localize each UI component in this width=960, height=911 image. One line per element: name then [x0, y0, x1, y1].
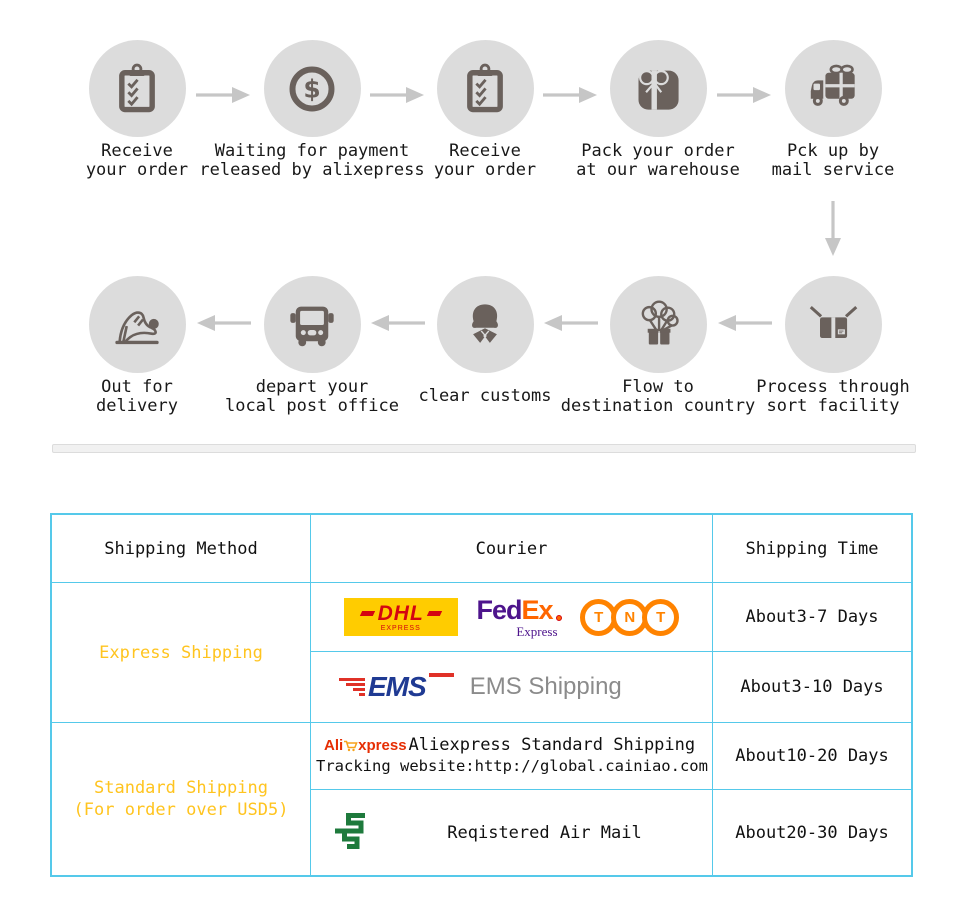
- ems-stripe-right: [429, 673, 454, 677]
- step-label-line: delivery: [96, 396, 178, 416]
- step-label-line: at our warehouse: [576, 160, 740, 180]
- express-shipping-label: Express Shipping: [52, 583, 311, 723]
- open-box-icon: [785, 276, 882, 373]
- arrow-right-icon: [542, 84, 599, 106]
- clipboard-icon: [89, 40, 186, 137]
- customs-officer-icon: [437, 276, 534, 373]
- tnt-logo: T N T: [580, 599, 679, 636]
- arrow-down-icon: [822, 200, 844, 258]
- step-label-line: Pck up by: [786, 141, 880, 161]
- gift-box-icon: [610, 40, 707, 137]
- arrow-right-icon: [369, 84, 426, 106]
- ems-shipping-text: EMS Shipping: [469, 673, 622, 700]
- airmail-courier-cell: [311, 790, 713, 875]
- step-label-line: sort facility: [766, 396, 900, 416]
- aliexpress-logo: Ali xpress: [324, 737, 407, 754]
- step-label-line: Pack your order: [581, 141, 735, 161]
- high-heel-shoe-icon: [89, 276, 186, 373]
- section-divider: [52, 444, 916, 453]
- step-label-line: mail service: [771, 160, 895, 180]
- clipboard-icon: [437, 40, 534, 137]
- postal-bus-icon: [264, 276, 361, 373]
- airmail-text: Reqistered Air Mail: [447, 822, 642, 843]
- arrow-right-icon: [716, 84, 773, 106]
- header-shipping-method: Shipping Method: [52, 515, 311, 583]
- standard-time-1: About10-20 Days: [713, 723, 911, 790]
- delivery-truck-icon: [785, 40, 882, 137]
- standard-time-2: About20-30 Days: [735, 822, 889, 843]
- aliexpress-courier-cell: [311, 723, 713, 790]
- fedex-dot: [556, 615, 562, 621]
- tracking-website-text: Tracking website:http://global.cainiao.com: [316, 757, 708, 775]
- ems-courier-cell: [311, 652, 713, 723]
- ali-shipping-name: Aliexpress Standard Shipping: [408, 735, 696, 755]
- step-label-line: Receive: [449, 141, 521, 161]
- arrow-left-icon: [716, 312, 773, 334]
- standard-shipping-label: Standard Shipping (For order over USD5): [52, 723, 311, 875]
- ems-logo: EMS: [339, 669, 454, 705]
- step-label-line: your order: [85, 160, 189, 180]
- step-label-line: your order: [433, 160, 537, 180]
- express-time-1: About3-7 Days: [713, 583, 911, 652]
- arrow-left-icon: [195, 312, 252, 334]
- step-label-line: Waiting for payment: [214, 141, 410, 161]
- dollar-coin-icon: [264, 40, 361, 137]
- header-shipping-time: Shipping Time: [713, 515, 911, 583]
- step-label-line: Out for: [101, 377, 173, 397]
- step-label-line: released by alixepress: [199, 160, 425, 180]
- svg-text:$: $: [303, 74, 321, 104]
- ems-stripes: [339, 678, 365, 696]
- step-label-line: Receive: [101, 141, 173, 161]
- shipping-table: [50, 513, 913, 877]
- step-label-line: local post office: [225, 396, 399, 416]
- fedex-logo: Fed Ex Express: [476, 597, 561, 638]
- shopping-cart-icon: [343, 739, 358, 752]
- express-couriers-cell: [311, 583, 713, 652]
- arrow-left-icon: [542, 312, 599, 334]
- arrow-left-icon: [369, 312, 426, 334]
- header-courier: Courier: [311, 515, 713, 583]
- express-time-2: About3-10 Days: [713, 652, 911, 723]
- dhl-logo: DHL EXPRESS: [344, 598, 458, 636]
- step-label-line: Process through: [756, 377, 910, 397]
- flow-step-sort-facility: [717, 276, 949, 416]
- step-label-line: depart your: [255, 377, 369, 397]
- dhl-dash: [427, 611, 442, 616]
- step-label-line: destination country: [560, 396, 756, 416]
- balloons-gift-icon: [610, 276, 707, 373]
- flow-step-pickup-mail: [717, 40, 949, 180]
- china-post-logo: [331, 810, 377, 856]
- arrow-right-icon: [195, 84, 252, 106]
- step-label-line: Flow to: [622, 377, 694, 397]
- dhl-dash: [359, 611, 374, 616]
- step-label-line: clear customs: [418, 386, 552, 406]
